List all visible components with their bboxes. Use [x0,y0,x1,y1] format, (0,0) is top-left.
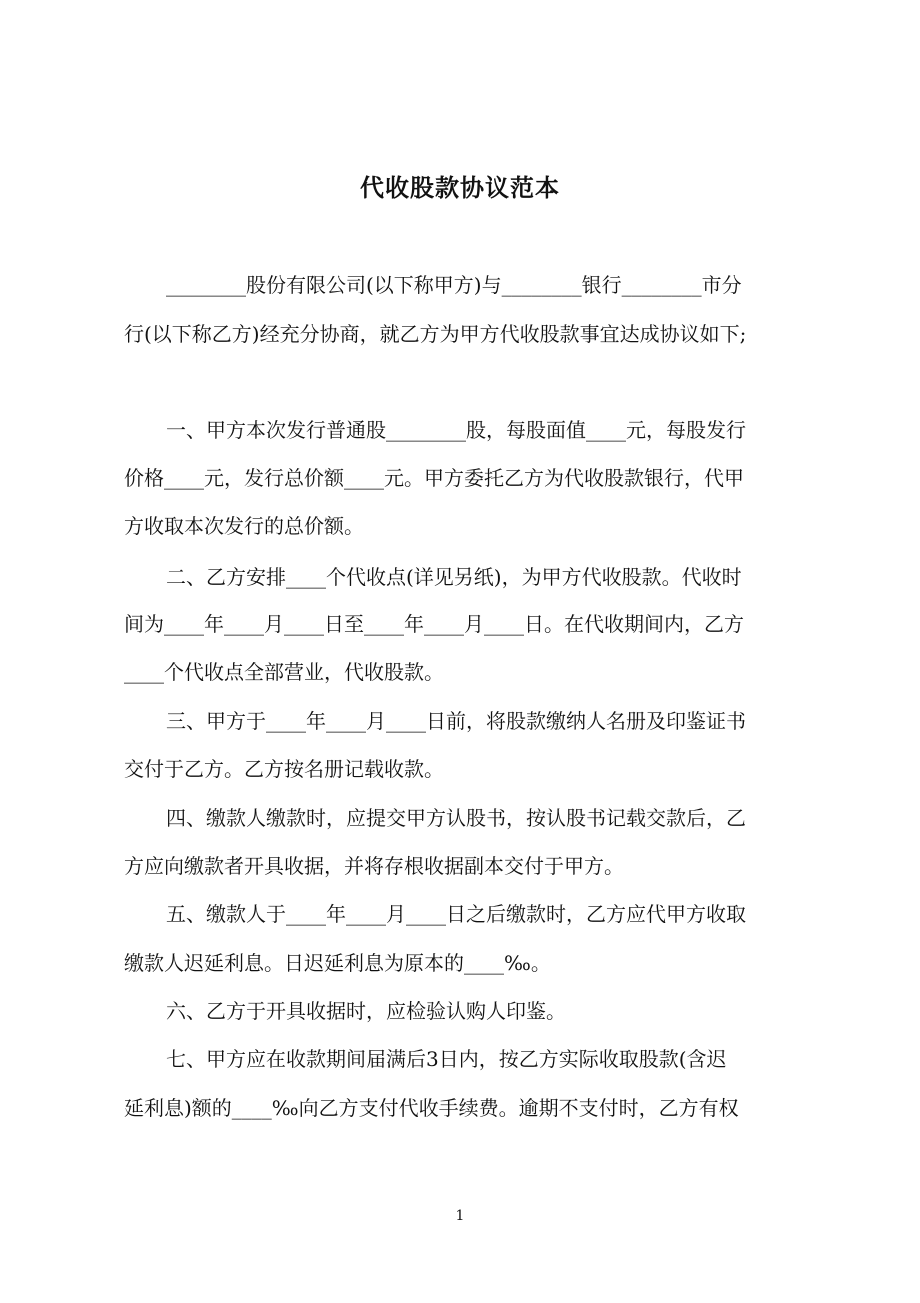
clause-1-line-2: 价格____元，发行总价额____元。甲方委托乙方为代收股款银行，代甲 [124,466,744,490]
clause-4-line-2: 方应向缴款者开具收据，并将存根收据副本交付于甲方。 [124,854,624,878]
intro-line-2: 行(以下称乙方)经充分协商，就乙方为甲方代收股款事宜达成协议如下; [124,322,747,346]
document-title: 代收股款协议范本 [360,174,560,202]
clause-1-line-3: 方收取本次发行的总价额。 [124,514,364,538]
clause-3-line-2: 交付于乙方。乙方按名册记载收款。 [124,757,444,781]
clause-5-line-2: 缴款人迟延利息。日迟延利息为原本的____‰。 [124,951,551,975]
clause-2-line-1: 二、乙方安排____个代收点(详见另纸)，为甲方代收股款。代收时 [166,565,742,589]
clause-1-line-1: 一、甲方本次发行普通股________股，每股面值____元，每股发行 [166,418,746,442]
clause-2-line-2: 间为____年____月____日至____年____月____日。在代收期间内，乙方 [124,612,744,636]
clause-4-line-1: 四、缴款人缴款时，应提交甲方认股书，按认股书记载交款后，乙 [166,806,746,830]
clause-6-line-1: 六、乙方于开具收据时，应检验认购人印鉴。 [166,999,566,1023]
clause-5-line-1: 五、缴款人于____年____月____日之后缴款时，乙方应代甲方收取 [166,902,746,926]
clause-7-line-1: 七、甲方应在收款期间届满后3日内，按乙方实际收取股款(含迟 [166,1047,727,1071]
page-number: 1 [455,1208,465,1224]
intro-line-1: ________股份有限公司(以下称甲方)与________银行________市分 [166,273,742,297]
clause-3-line-1: 三、甲方于____年____月____日前，将股款缴纳人名册及印鉴证书 [166,709,746,733]
clause-2-line-3: ____个代收点全部营业，代收股款。 [124,660,444,684]
clause-7-line-2: 延利息)额的____‰向乙方支付代收手续费。逾期不支付时，乙方有权 [124,1096,739,1120]
